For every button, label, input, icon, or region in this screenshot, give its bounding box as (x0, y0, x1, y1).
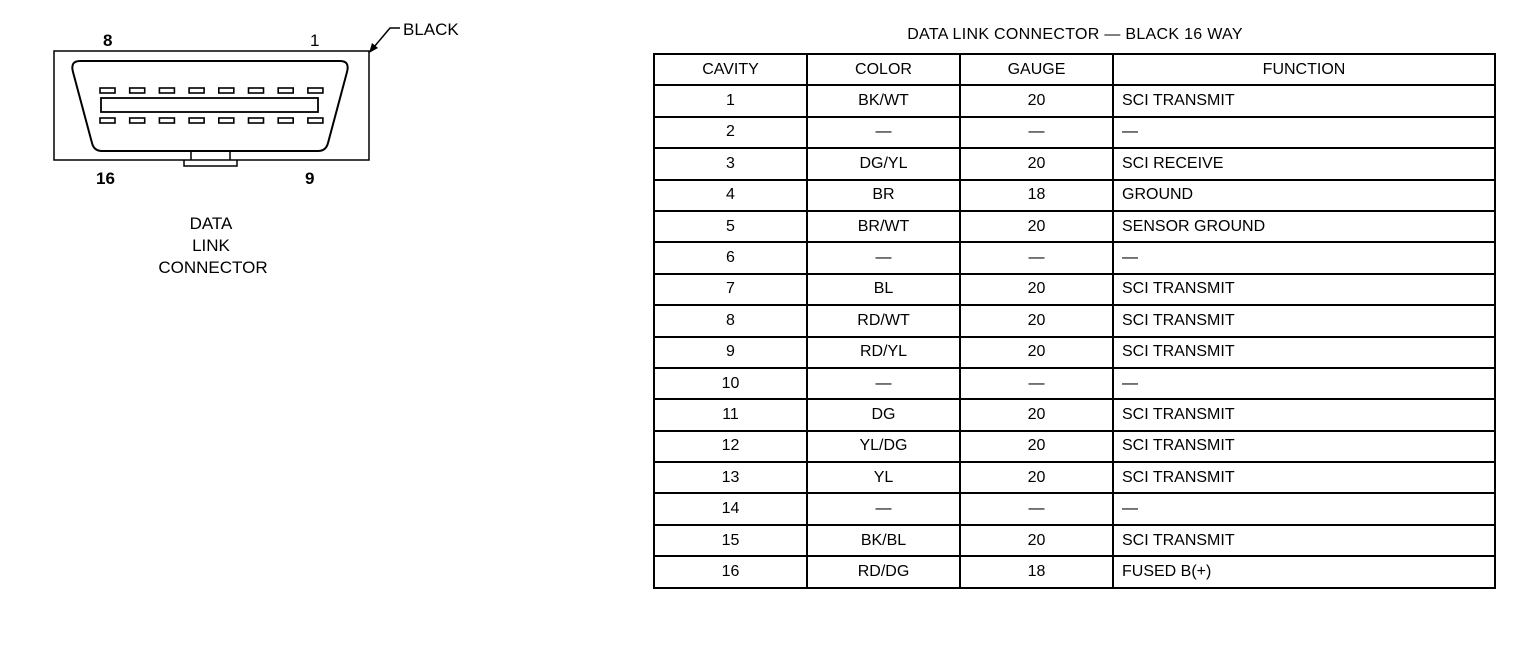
cell-function: SCI TRANSMIT (1113, 525, 1495, 556)
pin-terminal (219, 118, 234, 123)
pin-terminal (189, 118, 204, 123)
table-row (654, 211, 1495, 242)
cell-color: DG (807, 399, 960, 430)
pin-terminal (130, 118, 145, 123)
cell-function: SCI TRANSMIT (1113, 399, 1495, 430)
header-gauge: GAUGE (960, 54, 1113, 85)
cell-gauge: 18 (960, 556, 1113, 587)
cell-cavity: 2 (654, 117, 807, 148)
table-row (654, 368, 1495, 399)
pin-terminal (308, 88, 323, 93)
cell-gauge: — (960, 493, 1113, 524)
cell-color: BR (807, 180, 960, 211)
cell-function: — (1113, 493, 1495, 524)
pin-terminal (278, 88, 293, 93)
table-row (654, 556, 1495, 587)
cell-cavity: 8 (654, 305, 807, 336)
cell-function: FUSED B(+) (1113, 556, 1495, 587)
cell-function: SCI TRANSMIT (1113, 85, 1495, 116)
cell-color: YL/DG (807, 431, 960, 462)
cell-cavity: 6 (654, 242, 807, 273)
cell-cavity: 14 (654, 493, 807, 524)
cell-cavity: 1 (654, 85, 807, 116)
cell-color: YL (807, 462, 960, 493)
connector-color-label: BLACK (403, 20, 459, 39)
cell-color: RD/YL (807, 337, 960, 368)
pin-terminal (308, 118, 323, 123)
table-row (654, 274, 1495, 305)
table-header-row (654, 54, 1495, 85)
cell-cavity: 9 (654, 337, 807, 368)
cell-color: DG/YL (807, 148, 960, 179)
pin-terminal (159, 88, 174, 93)
connector-latch (184, 160, 237, 166)
cell-color: BR/WT (807, 211, 960, 242)
cell-function: SCI TRANSMIT (1113, 274, 1495, 305)
connector-latch-inner (191, 151, 230, 160)
cell-function: SENSOR GROUND (1113, 211, 1495, 242)
bottom-pin-row (100, 118, 323, 123)
connector-diagram (0, 0, 640, 300)
cell-gauge: — (960, 368, 1113, 399)
cell-color: — (807, 493, 960, 524)
table-row (654, 148, 1495, 179)
table-row (654, 305, 1495, 336)
cell-function: SCI RECEIVE (1113, 148, 1495, 179)
cell-cavity: 3 (654, 148, 807, 179)
pinout-table (653, 53, 1496, 589)
pin-terminal (159, 118, 174, 123)
cell-cavity: 12 (654, 431, 807, 462)
pin-label-8: 8 (103, 31, 113, 50)
table-row (654, 462, 1495, 493)
cell-gauge: 18 (960, 180, 1113, 211)
cell-gauge: 20 (960, 337, 1113, 368)
cell-function: SCI TRANSMIT (1113, 337, 1495, 368)
cell-gauge: — (960, 242, 1113, 273)
cell-cavity: 4 (654, 180, 807, 211)
cell-function: SCI TRANSMIT (1113, 431, 1495, 462)
cell-function: SCI TRANSMIT (1113, 305, 1495, 336)
pin-terminal (100, 88, 115, 93)
cell-color: — (807, 368, 960, 399)
cell-color: RD/DG (807, 556, 960, 587)
table-row (654, 180, 1495, 211)
pin-label-1: 1 (310, 31, 320, 50)
cell-function: GROUND (1113, 180, 1495, 211)
pin-terminal (100, 118, 115, 123)
table-title: DATA LINK CONNECTOR — BLACK 16 WAY (907, 26, 1243, 43)
caption-line-2: LINK (192, 236, 230, 255)
top-pin-row (100, 88, 323, 93)
pin-label-9: 9 (305, 169, 315, 188)
table-row (654, 242, 1495, 273)
cell-color: BK/WT (807, 85, 960, 116)
pin-label-16: 16 (96, 169, 115, 188)
cell-cavity: 16 (654, 556, 807, 587)
header-function: FUNCTION (1113, 54, 1495, 85)
cell-function: SCI TRANSMIT (1113, 462, 1495, 493)
cell-gauge: 20 (960, 148, 1113, 179)
caption-line-1: DATA (189, 214, 233, 233)
cell-function: — (1113, 242, 1495, 273)
cell-color: BK/BL (807, 525, 960, 556)
cell-gauge: 20 (960, 85, 1113, 116)
header-color: COLOR (807, 54, 960, 85)
table-row (654, 85, 1495, 116)
table-row (654, 399, 1495, 430)
cell-gauge: 20 (960, 211, 1113, 242)
pin-terminal (278, 118, 293, 123)
cell-gauge: 20 (960, 462, 1113, 493)
cell-function: — (1113, 368, 1495, 399)
cell-cavity: 5 (654, 211, 807, 242)
connector-face (72, 61, 347, 151)
table-row (654, 337, 1495, 368)
pin-terminal (249, 118, 264, 123)
table-row (654, 493, 1495, 524)
cell-color: BL (807, 274, 960, 305)
cell-gauge: — (960, 117, 1113, 148)
table-row (654, 431, 1495, 462)
cell-gauge: 20 (960, 431, 1113, 462)
caption-line-3: CONNECTOR (158, 258, 268, 277)
cell-color: RD/WT (807, 305, 960, 336)
callout-leader (374, 28, 400, 47)
cell-cavity: 7 (654, 274, 807, 305)
table-row (654, 525, 1495, 556)
cell-function: — (1113, 117, 1495, 148)
cell-color: — (807, 242, 960, 273)
connector-key-slot (101, 98, 318, 112)
cell-color: — (807, 117, 960, 148)
cell-gauge: 20 (960, 525, 1113, 556)
cell-cavity: 15 (654, 525, 807, 556)
header-cavity: CAVITY (654, 54, 807, 85)
cell-gauge: 20 (960, 305, 1113, 336)
cell-gauge: 20 (960, 399, 1113, 430)
pin-terminal (189, 88, 204, 93)
cell-gauge: 20 (960, 274, 1113, 305)
cell-cavity: 13 (654, 462, 807, 493)
cell-cavity: 11 (654, 399, 807, 430)
pin-terminal (249, 88, 264, 93)
pin-terminal (130, 88, 145, 93)
cell-cavity: 10 (654, 368, 807, 399)
pin-terminal (219, 88, 234, 93)
table-row (654, 117, 1495, 148)
